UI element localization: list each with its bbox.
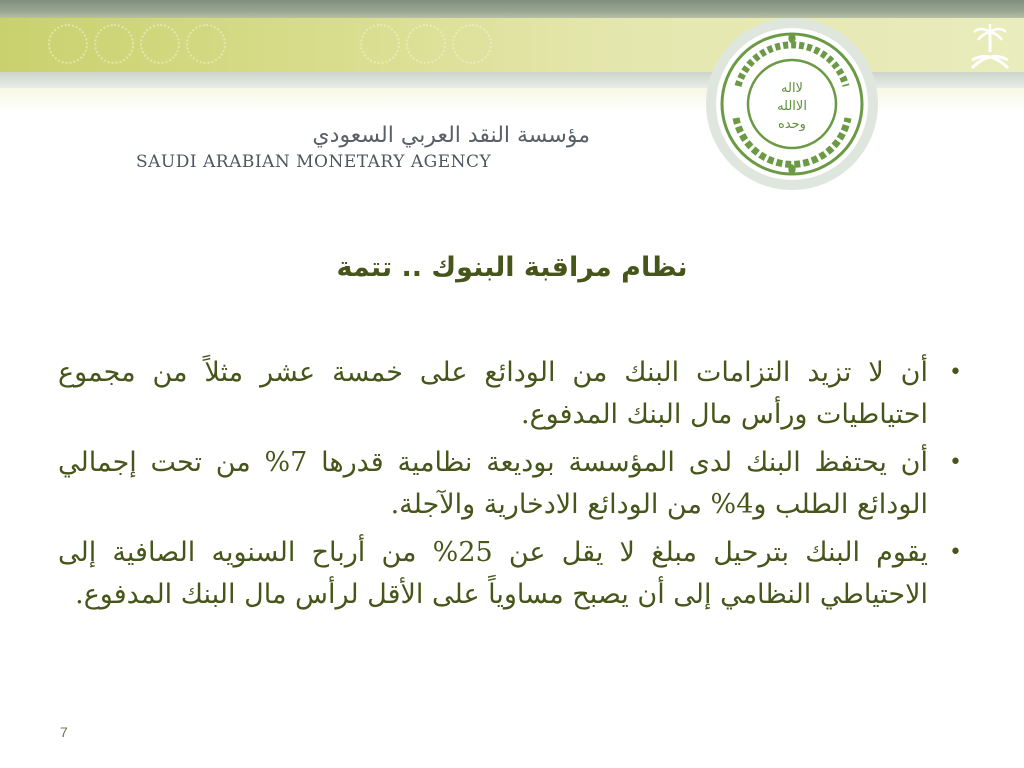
bullet-marker: • — [949, 540, 962, 565]
org-name-arabic: مؤسسة النقد العربي السعودي — [312, 123, 590, 148]
bullet-item-1 — [58, 352, 966, 436]
page-number: 7 — [60, 724, 68, 740]
bullet-marker: • — [949, 450, 962, 475]
bullet-item-2 — [58, 442, 966, 526]
bullet-list — [58, 352, 966, 622]
banner-ornament-left — [48, 24, 226, 64]
org-name-english: SAUDI ARABIAN MONETARY AGENCY — [136, 152, 492, 172]
slide-title: نظام مراقبة البنوك .. تتمة — [336, 252, 688, 283]
bullet-text-1: أن لا تزيد التزامات البنك من الودائع على خمسة عشر مثلاً من مجموع احتياطيات ورأس مال البنك المدفوع. — [58, 357, 928, 430]
bullet-marker: • — [949, 360, 962, 385]
banner-ornament-right — [360, 24, 492, 64]
seal-center-line-3: وحده — [778, 117, 806, 132]
monetary-agency-seal-icon — [704, 16, 880, 192]
palm-swords-emblem-icon — [968, 22, 1012, 72]
seal-center-line-1: لااله — [781, 81, 803, 96]
seal-center-line-2: الاالله — [777, 99, 807, 114]
bullet-text-3: يقوم البنك بترحيل مبلغ لا يقل عن 25% من أرباح السنويه الصافية إلى الاحتياطي النظامي إلى أن يصبح مساوياً على الأقل لرأس مال البنك المدفوع. — [58, 537, 929, 610]
bullet-text-2: أن يحتفظ البنك لدى المؤسسة بوديعة نظامية قدرها 7% من تحت إجمالي الودائع الطلب و4% من الودائع الادخارية والآجلة. — [58, 447, 928, 520]
bullet-item-3 — [58, 532, 966, 616]
